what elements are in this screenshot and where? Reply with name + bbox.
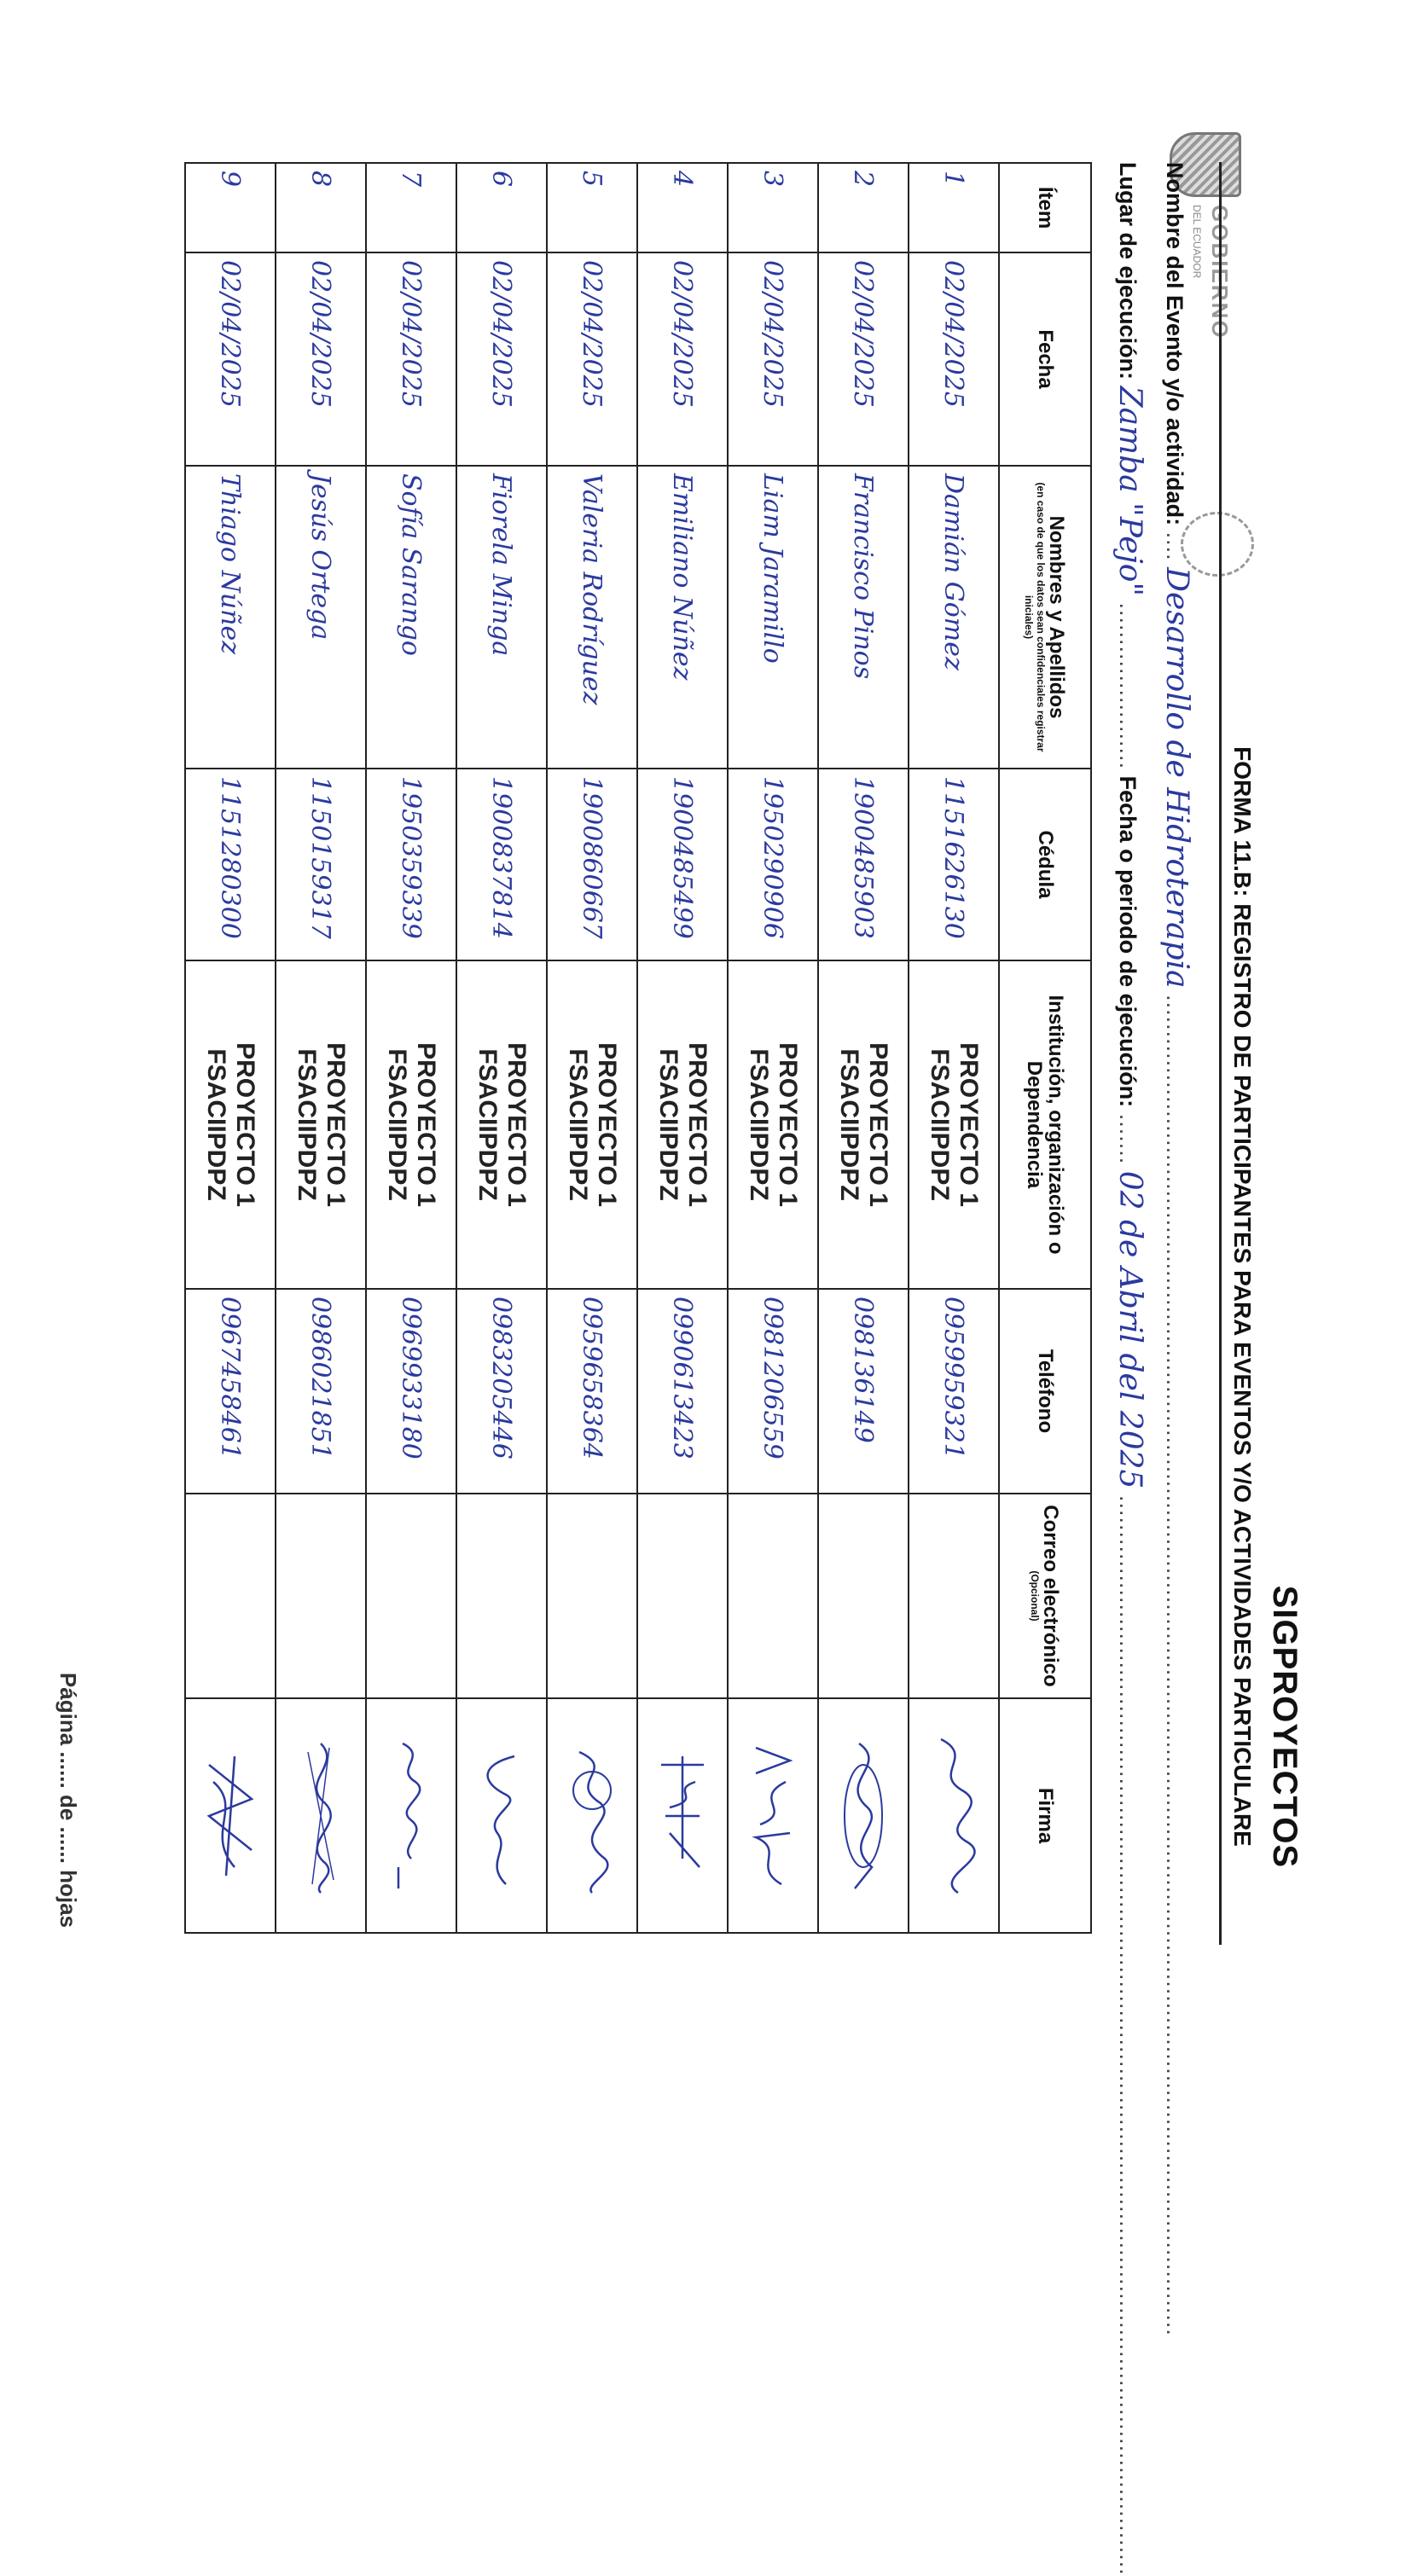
row-correo: [637, 1494, 728, 1698]
row-fecha: 02/04/2025: [818, 252, 909, 466]
row-cedula: 1900485499: [637, 769, 728, 960]
row-institucion: PROYECTO 1 FSACIIPDPZ: [276, 960, 366, 1289]
row-correo: [185, 1494, 276, 1698]
col-cedula: Cédula: [999, 769, 1091, 960]
row-nombre: Thiago Núñez: [185, 466, 276, 769]
row-cedula: 1151280300: [185, 769, 276, 960]
row-firma: [637, 1698, 728, 1933]
row-item: 9: [185, 163, 276, 252]
table-row: [456, 163, 547, 1933]
date-value: 02 de Abril del 2025: [1112, 1170, 1147, 1489]
date-label: Fecha o periodo de ejecución:: [1115, 775, 1141, 1108]
table-row: [366, 163, 456, 1933]
col-correo: [999, 1494, 1091, 1698]
row-item: 8: [276, 163, 366, 252]
row-firma: [366, 1698, 456, 1933]
form-sheet: [43, 34, 1322, 2576]
row-nombre: Jesús Ortega: [276, 466, 366, 769]
row-institucion: PROYECTO 1 FSACIIPDPZ: [185, 960, 276, 1289]
row-correo: [456, 1494, 547, 1698]
col-telefono: Teléfono: [999, 1289, 1091, 1494]
row-telefono: 0967458461: [185, 1289, 276, 1494]
col-firma: Firma: [999, 1698, 1091, 1933]
signature-icon: [381, 1731, 441, 1901]
signature-icon: [291, 1731, 351, 1901]
row-correo: [728, 1494, 818, 1698]
row-item: 1: [909, 163, 999, 252]
row-fecha: 02/04/2025: [456, 252, 547, 466]
col-nombres: [999, 466, 1091, 769]
row-institucion: PROYECTO 1 FSACIIPDPZ: [366, 960, 456, 1289]
table-row: [185, 163, 276, 1933]
row-fecha: 02/04/2025: [276, 252, 366, 466]
signature-icon: [562, 1731, 622, 1901]
row-institucion: PROYECTO 1 FSACIIPDPZ: [909, 960, 999, 1289]
table-row: [728, 163, 818, 1933]
row-firma: [818, 1698, 909, 1933]
col-correo-note: (Opcional): [1029, 1570, 1041, 1622]
table-header-row: [999, 163, 1091, 1933]
place-value: Zamba "Pejo": [1112, 386, 1147, 597]
event-name-value: Desarrollo de Hidroterapia: [1159, 567, 1194, 989]
place-date-row: Lugar de ejecución: Zamba "Pejo" ....................... Fecha o periodo de ejecución: ....... 02 de Abril del 2025 .....................................................................................................................................................: [1112, 162, 1147, 2576]
row-nombre: Liam Jaramillo: [728, 466, 818, 769]
row-cedula: 1151626130: [909, 769, 999, 960]
row-institucion: PROYECTO 1 FSACIIPDPZ: [456, 960, 547, 1289]
row-institucion: PROYECTO 1 FSACIIPDPZ: [547, 960, 637, 1289]
row-nombre: Valeria Rodríguez: [547, 466, 637, 769]
row-telefono: 0981206559: [728, 1289, 818, 1494]
table-row: [547, 163, 637, 1933]
row-institucion: PROYECTO 1 FSACIIPDPZ: [818, 960, 909, 1289]
row-fecha: 02/04/2025: [366, 252, 456, 466]
row-item: 3: [728, 163, 818, 252]
signature-icon: [653, 1731, 712, 1901]
title-divider: [1219, 162, 1222, 1945]
form-title: FORMA 11.B: REGISTRO DE PARTICIPANTES PARA EVENTOS Y/O ACTIVIDADES PARTICULARE: [1229, 746, 1256, 1847]
row-fecha: 02/04/2025: [637, 252, 728, 466]
row-correo: [909, 1494, 999, 1698]
col-nombres-note: (en caso de que los datos sean confidenciales registrar iniciales): [1023, 482, 1047, 752]
row-cedula: 1950290906: [728, 769, 818, 960]
row-firma: [909, 1698, 999, 1933]
signature-icon: [472, 1731, 531, 1901]
row-correo: [276, 1494, 366, 1698]
col-nombres-label: Nombres y Apellidos: [1044, 515, 1068, 719]
row-firma: [276, 1698, 366, 1933]
row-telefono: 0959959321: [909, 1289, 999, 1494]
row-item: 7: [366, 163, 456, 252]
table-row: [909, 163, 999, 1933]
participants-table: [184, 162, 1092, 1934]
col-item: Ítem: [999, 163, 1091, 252]
row-firma: [185, 1698, 276, 1933]
row-telefono: 0983205446: [456, 1289, 547, 1494]
row-institucion: PROYECTO 1 FSACIIPDPZ: [728, 960, 818, 1289]
row-nombre: Emiliano Núñez: [637, 466, 728, 769]
row-nombre: Damián Gómez: [909, 466, 999, 769]
row-telefono: 0986021851: [276, 1289, 366, 1494]
row-telefono: 0990613423: [637, 1289, 728, 1494]
row-item: 6: [456, 163, 547, 252]
row-telefono: 098136149: [818, 1289, 909, 1494]
row-cedula: 1150159317: [276, 769, 366, 960]
row-firma: [728, 1698, 818, 1933]
row-item: 5: [547, 163, 637, 252]
row-fecha: 02/04/2025: [728, 252, 818, 466]
page-count-footer: Página ...... de ...... hojas: [55, 1672, 81, 1928]
row-firma: [456, 1698, 547, 1933]
place-label: Lugar de ejecución:: [1115, 162, 1141, 380]
col-correo-label: Correo electrónico: [1039, 1505, 1063, 1687]
row-cedula: 1900485903: [818, 769, 909, 960]
event-name-label: Nombre del Evento y/o actividad:: [1162, 162, 1187, 526]
row-correo: [366, 1494, 456, 1698]
brand-title: SIGPROYECTOS: [1266, 1585, 1304, 1868]
row-cedula: 1900837814: [456, 769, 547, 960]
table-row: [276, 163, 366, 1933]
row-nombre: Sofía Sarango: [366, 466, 456, 769]
signature-icon: [200, 1731, 260, 1901]
table-row: [818, 163, 909, 1933]
signature-icon: [833, 1731, 893, 1901]
row-nombre: Francisco Pinos: [818, 466, 909, 769]
row-fecha: 02/04/2025: [909, 252, 999, 466]
row-institucion: PROYECTO 1 FSACIIPDPZ: [637, 960, 728, 1289]
logo-text: GOBIERNO: [1207, 205, 1233, 339]
event-name-row: Nombre del Evento y/o actividad: .... Desarrollo de Hidroterapia .........................................................................................................................................................................................: [1159, 162, 1194, 2336]
row-item: 4: [637, 163, 728, 252]
logo-subtext: DEL ECUADOR: [1191, 205, 1203, 279]
row-fecha: 02/04/2025: [547, 252, 637, 466]
col-institucion: Institución, organización o Dependencia: [999, 960, 1091, 1289]
row-cedula: 1900860667: [547, 769, 637, 960]
signature-icon: [924, 1731, 984, 1901]
row-fecha: 02/04/2025: [185, 252, 276, 466]
table-row: [637, 163, 728, 1933]
row-cedula: 1950359339: [366, 769, 456, 960]
col-fecha: Fecha: [999, 252, 1091, 466]
row-nombre: Fiorela Minga: [456, 466, 547, 769]
row-telefono: 0959658364: [547, 1289, 637, 1494]
signature-icon: [743, 1731, 803, 1901]
row-telefono: 0969933180: [366, 1289, 456, 1494]
row-correo: [547, 1494, 637, 1698]
row-item: 2: [818, 163, 909, 252]
row-firma: [547, 1698, 637, 1933]
row-correo: [818, 1494, 909, 1698]
